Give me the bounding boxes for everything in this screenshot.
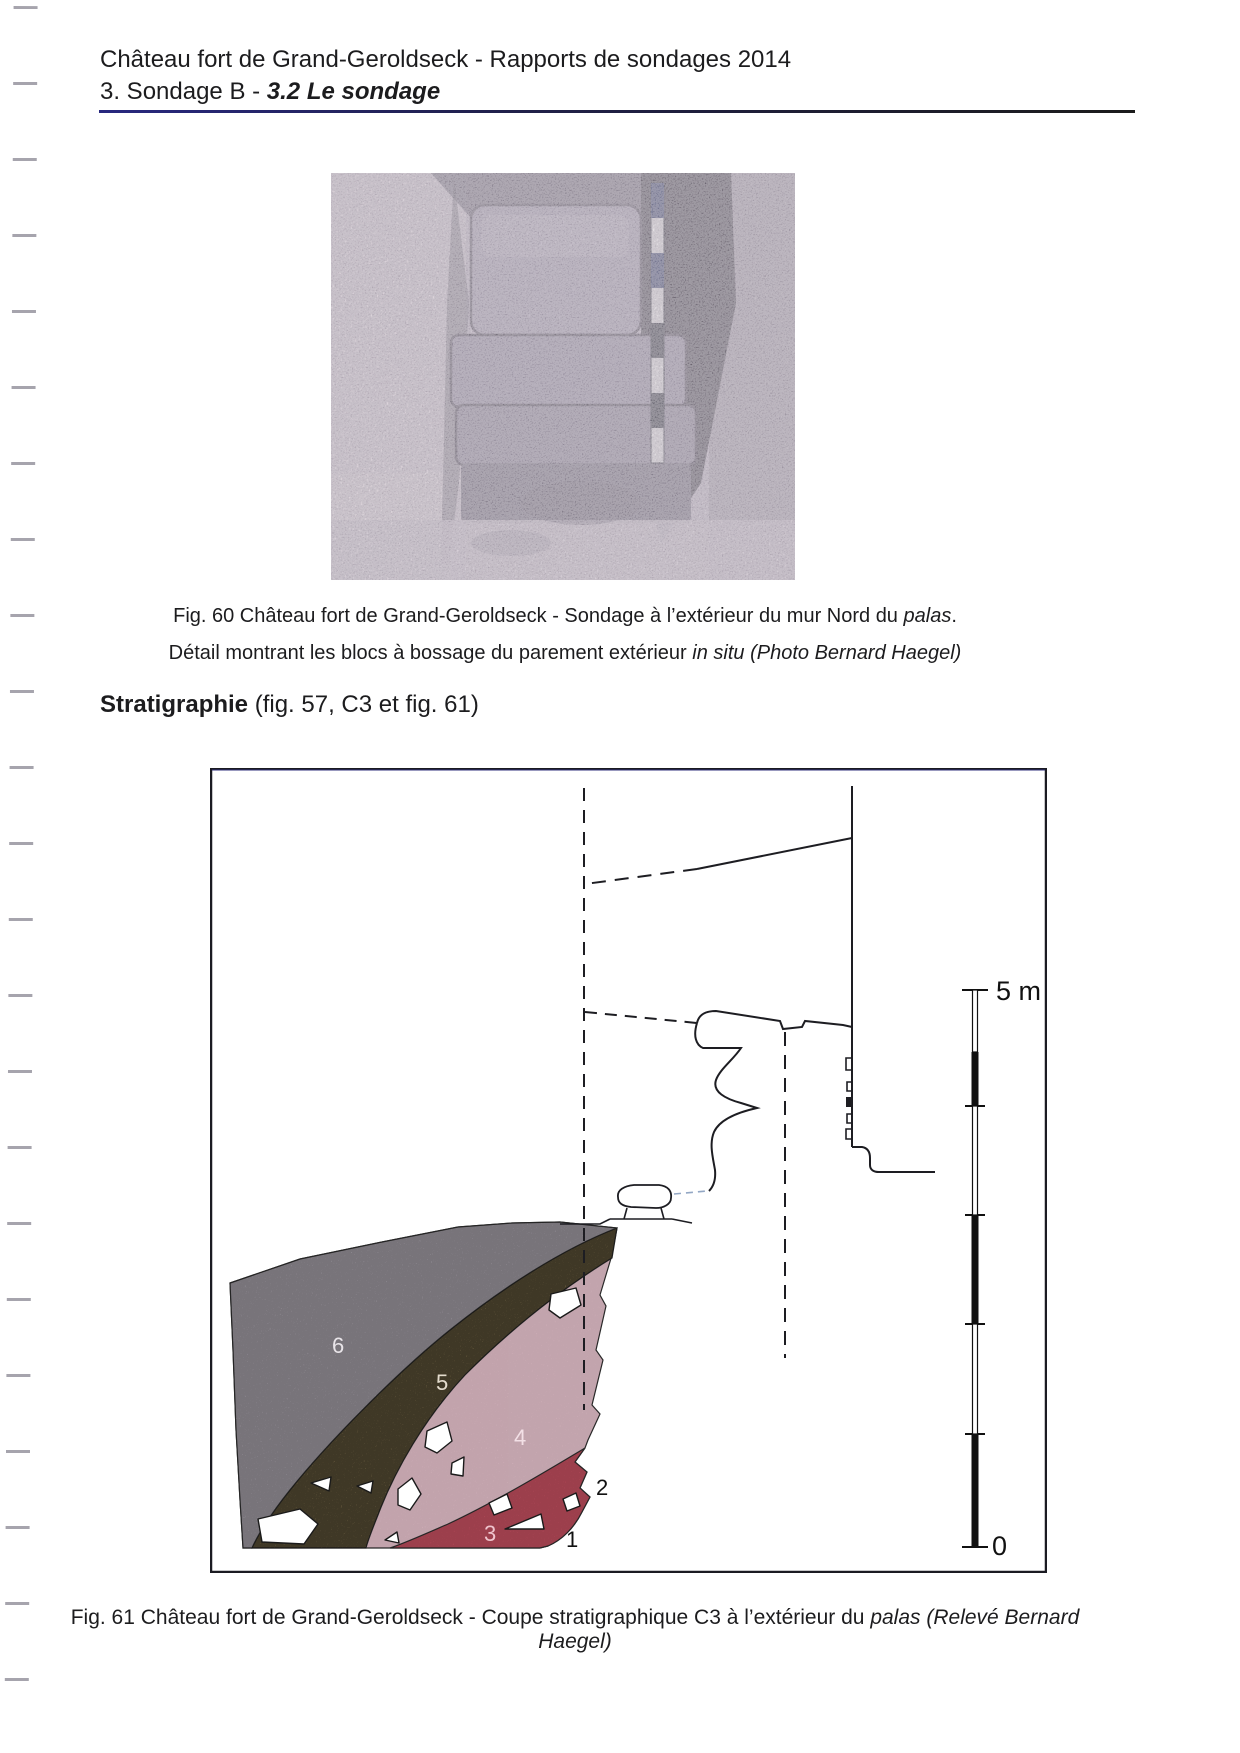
layer-label-5: 5: [436, 1370, 449, 1395]
header-title-line: Château fort de Grand-Geroldseck - Rapports de sondages 2014: [100, 46, 792, 73]
fig60-caption-line1-text: Fig. 60 Château fort de Grand-Geroldseck - Sondage à l’extérieur du mur Nord du: [173, 605, 904, 627]
fig61-caption-italic: palas (Relevé Bernard Haegel): [538, 1606, 1080, 1653]
stratigraphy-heading: [100, 691, 479, 719]
fig61-caption-text: Fig. 61 Château fort de Grand-Geroldseck - Coupe stratigraphique C3 à l’extérieur du: [70, 1606, 871, 1629]
scale-bottom-label: 0: [992, 1531, 1008, 1561]
fig61-diagram: [210, 768, 1047, 1573]
wall-notch-dark: [846, 1097, 852, 1107]
fig60-caption-line1-end: .: [951, 605, 957, 627]
header-rule: [99, 110, 1135, 113]
header-subtitle-line: [100, 76, 1140, 108]
fig60-photo-svg: [331, 173, 795, 580]
fig61-caption: [60, 1606, 1090, 1654]
fig60-caption-line2-text: Détail montrant les blocs à bossage du parement extérieur: [168, 642, 693, 664]
fig60-caption-line2: [120, 635, 1010, 672]
header-subtitle-emphasis: 3.2 Le sondage: [266, 78, 441, 105]
layer-label-1: 1: [566, 1527, 579, 1552]
fig60-caption: [120, 598, 1010, 672]
fallen-stone-outline: [618, 1185, 671, 1208]
scale-top-label: 5 m: [996, 976, 1042, 1006]
fig60-caption-line2-italic: in situ (Photo Bernard Haegel): [692, 642, 962, 664]
fig60-photo: [331, 173, 795, 580]
page-header: [100, 44, 1140, 108]
layer-label-2: 2: [596, 1475, 609, 1500]
binding-marks: [4, 6, 37, 1750]
layer-label-6: 6: [332, 1333, 345, 1358]
stratigraphy-heading-bold: Stratigraphie: [100, 691, 249, 718]
fig60-caption-line1: [120, 598, 1010, 635]
fig60-caption-line1-italic: palas: [903, 605, 952, 627]
fig61-diagram-svg: [210, 768, 1047, 1573]
photo-grain-light: [331, 173, 795, 580]
layer-label-4: 4: [514, 1425, 527, 1450]
layer-label-3: 3: [484, 1521, 497, 1546]
header-subtitle-prefix: 3. Sondage B -: [100, 78, 267, 105]
stratigraphy-heading-rest: (fig. 57, C3 et fig. 61): [248, 691, 479, 718]
